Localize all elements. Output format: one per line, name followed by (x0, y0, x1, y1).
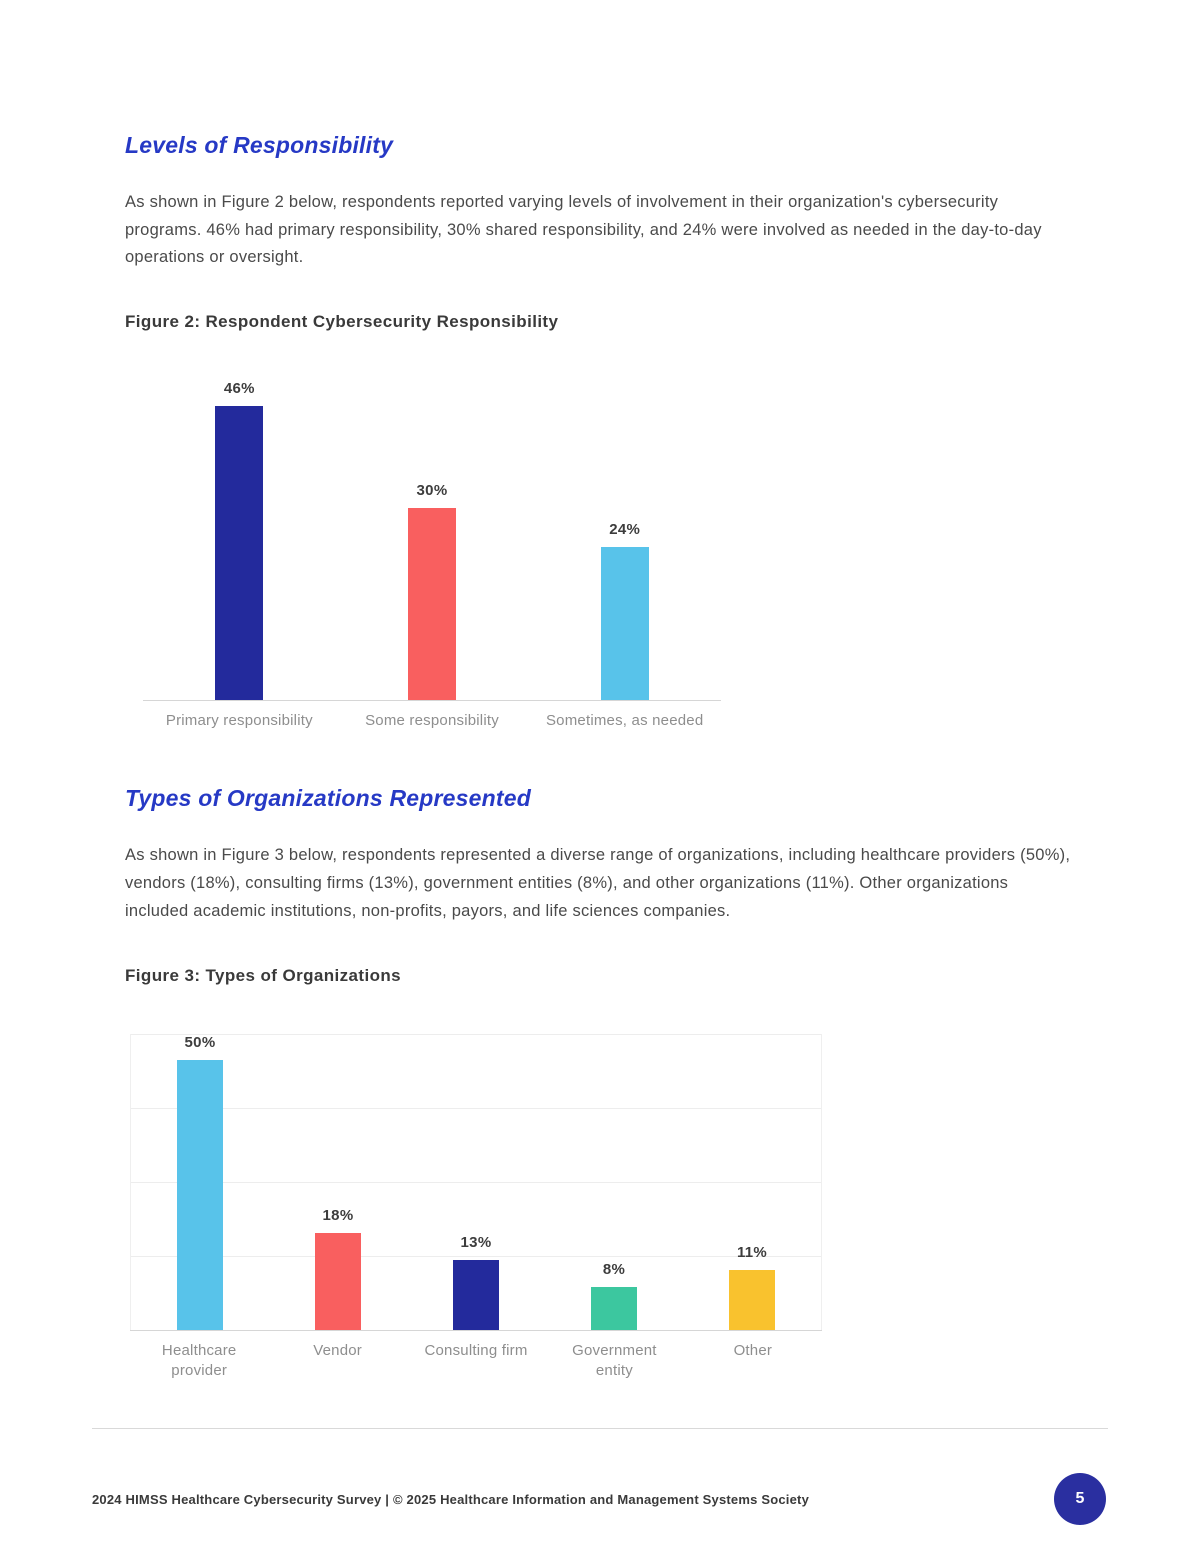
bar (215, 406, 263, 700)
bar (408, 508, 456, 700)
footer-text: 2024 HIMSS Healthcare Cybersecurity Survey | © 2025 Healthcare Information and Management Systems Society (92, 1491, 809, 1507)
bar-group (131, 1034, 269, 1330)
figure-2-title: Figure 2: Respondent Cybersecurity Responsibility (125, 312, 559, 332)
category-label: Primary responsibility (165, 712, 313, 730)
figure-3-plot-area (130, 1034, 822, 1330)
category-label: Some responsibility (365, 712, 499, 730)
figure-2-bar-chart (143, 380, 721, 731)
footer (92, 1429, 1108, 1525)
category-label: Other (733, 1341, 773, 1359)
category-label: Vendor (313, 1341, 362, 1359)
bar-value-label: 8% (602, 1260, 626, 1278)
bar-group (336, 380, 529, 700)
bar-value-label: 13% (460, 1233, 492, 1251)
bar-group (407, 1034, 545, 1330)
section-heading-organizations: Types of Organizations Represented (125, 785, 531, 812)
bar-value-label: 30% (416, 482, 448, 500)
figure-2-plot-area (143, 380, 721, 700)
bar-value-label: 18% (322, 1206, 354, 1224)
category-label: Consulting firm (424, 1341, 528, 1359)
figure-3-bar-chart (130, 1034, 822, 1382)
paragraph-responsibility: As shown in Figure 2 below, respondents reported varying levels of involvement in their organization's cybersecurity programs. 46% had primary responsibility, 30% shared responsibility, and 24% were involved as needed in the day-to-day operations or oversight. (125, 193, 1042, 267)
figure-2-x-axis (143, 700, 721, 731)
bar (315, 1233, 361, 1330)
category-label: Healthcare provider (161, 1341, 237, 1379)
bar-group (545, 1034, 683, 1330)
bar-value-label: 46% (223, 379, 255, 397)
category-label: Sometimes, as needed (545, 712, 704, 730)
figure-3-title: Figure 3: Types of Organizations (125, 965, 402, 985)
bar-group (683, 1034, 821, 1330)
bar (177, 1060, 223, 1329)
category-label: Government entity (572, 1341, 657, 1379)
bar (453, 1260, 499, 1330)
bar-value-label: 24% (609, 520, 641, 538)
bar-group (143, 380, 336, 700)
bar-value-label: 50% (184, 1034, 216, 1052)
bar (591, 1287, 637, 1330)
section-heading-responsibility: Levels of Responsibility (125, 132, 394, 158)
bar (601, 547, 649, 701)
bar-group (528, 380, 721, 700)
page-number-badge: 5 (1054, 1473, 1106, 1525)
bar (729, 1270, 775, 1329)
footer-divider (92, 1428, 1108, 1525)
bar-group (269, 1034, 407, 1330)
paragraph-organizations: As shown in Figure 3 below, respondents represented a diverse range of organizations, including healthcare providers (50%), vendors (18%), consulting firms (13%), government entities (8%), and other organizations (11%). Other organizations included academic institutions, non-profits, payors, and life sciences companies. (125, 846, 1071, 920)
figure-3-x-axis (130, 1330, 822, 1382)
bar-value-label: 11% (736, 1244, 768, 1262)
